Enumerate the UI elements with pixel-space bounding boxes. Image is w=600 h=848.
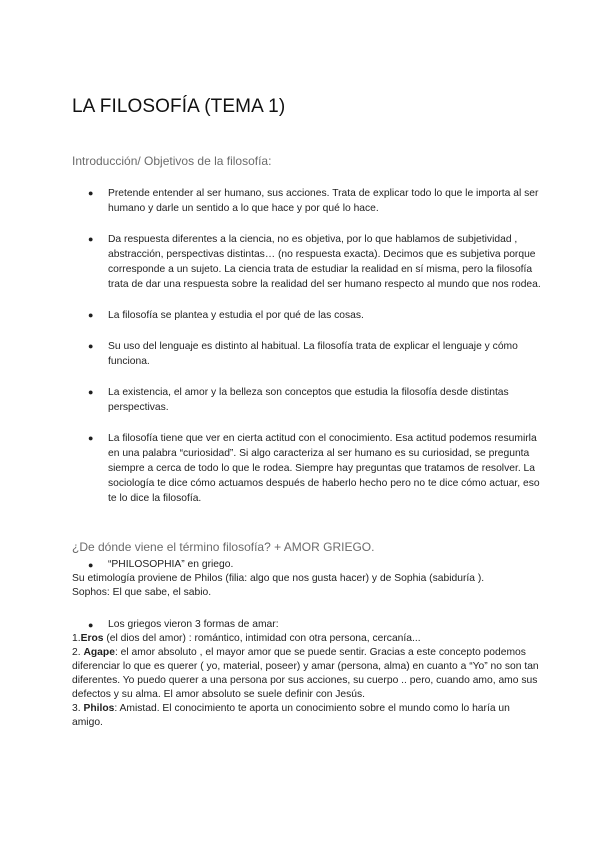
objectives-list xyxy=(72,186,542,522)
bullet-dot-icon: ● xyxy=(88,341,94,351)
bullet-dot-icon: ● xyxy=(88,387,94,397)
list-item: ● Los griegos vieron 3 formas de amar: xyxy=(88,619,279,630)
bullet-dot-icon: ● xyxy=(88,560,94,570)
bullet-dot-icon: ● xyxy=(88,188,94,198)
bullet-dot-icon: ● xyxy=(88,620,94,630)
list-item: ● “PHILOSOPHIA” en griego. xyxy=(88,559,234,570)
love-form-philos: 3. Philos: Amistad. El conocimiento te aporta un conocimiento sobre el mundo como lo haría un amigo. xyxy=(72,703,510,728)
list-item: ● Pretende entender al ser humano, sus acciones. Trata de explicar todo lo que le importa al ser humano y darle un sentido a lo que hace y por qué lo hace. xyxy=(88,188,539,214)
bullet-dot-icon: ● xyxy=(88,433,94,443)
list-item: ● La filosofía se plantea y estudia el por qué de las cosas. xyxy=(88,310,364,321)
section-subtitle: Introducción/ Objetivos de la filosofía: xyxy=(72,154,272,168)
sophos-text: Sophos: El que sabe, el sabio. xyxy=(72,587,212,598)
list-item: ● La filosofía tiene que ver en cierta actitud con el conocimiento. Esa actitud podemos resumirla en una palabra “curiosidad”. Si algo caracteriza al ser humano es su curiosidad, se pregunta siempre a cerca de todo lo que le rodea. Siempre hay preguntas que tratamos de resolver. La sociología te dice cómo actuamos después de haberlo hecho pero no te dice cómo actuar, eso te lo dice la filosofía. xyxy=(88,433,540,504)
section-heading: ¿De dónde viene el término filosofía? + AMOR GRIEGO. xyxy=(72,540,375,554)
list-item: ● La existencia, el amor y la belleza son conceptos que estudia la filosofía desde distintas perspectivas. xyxy=(88,387,509,413)
page-title: LA FILOSOFÍA (TEMA 1) xyxy=(72,96,286,117)
bullet-dot-icon: ● xyxy=(88,310,94,320)
love-forms-block xyxy=(72,618,542,730)
etymology-text: Su etimología proviene de Philos (filia: algo que nos gusta hacer) y de Sophia (sabiduría ). xyxy=(72,573,485,584)
list-item: ● Su uso del lenguaje es distinto al habitual. La filosofía trata de explicar el lenguaje y cómo funciona. xyxy=(88,341,518,367)
etymology-block xyxy=(72,558,542,600)
list-item: ● Da respuesta diferentes a la ciencia, no es objetiva, por lo que hablamos de subjetividad , abstracción, perspectivas distintas… (no respuesta exacta). Decimos que es subjetiva porque corresponde a un sujeto. La ciencia trata de estudiar la realidad en sí misma, pero la filosofía trata de dar una respuesta sobre la realidad del ser humano respecto al mundo que nos rodea. xyxy=(88,234,541,290)
bullet-dot-icon: ● xyxy=(88,234,94,244)
love-form-agape: 2. Agape: el amor absoluto , el mayor amor que se puede sentir. Gracias a este concepto podemos diferenciar lo que es querer ( yo, material, poseer) y amar (persona, alma) en cuanto a “Yo” no son tan diferentes. Yo puedo querer a una persona por sus acciones, su cuerpo .. pero, cuando amo, amo sus defectos y su alma. El amor absoluto se suele definir con Jesús. xyxy=(72,647,539,700)
love-form-eros: 1.Eros (el dios del amor) : romántico, intimidad con otra persona, cercanía... xyxy=(72,633,421,644)
